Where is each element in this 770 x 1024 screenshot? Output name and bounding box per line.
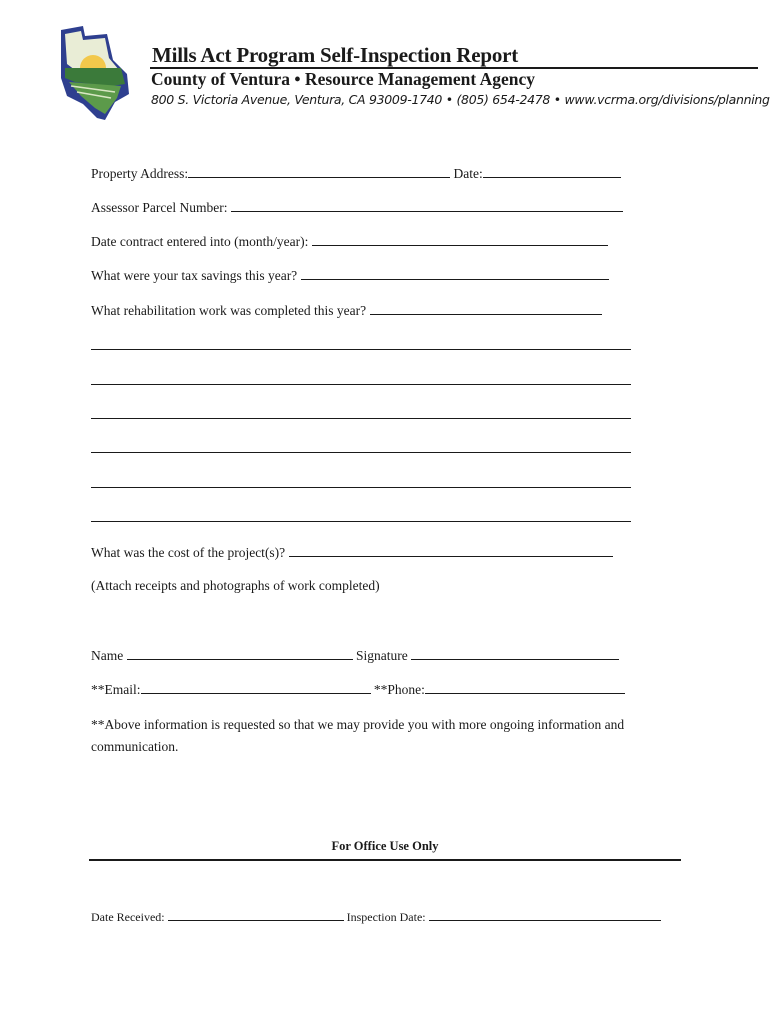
email-label: **Email: [91,682,141,697]
email-phone-row [91,679,625,699]
date-received-label: Date Received: [91,910,165,924]
property-address-row [91,163,621,183]
tax-savings-label: What were your tax savings this year? [91,268,298,283]
cost-label: What was the cost of the project(s)? [91,545,286,560]
rehab-line-1[interactable] [91,349,631,350]
attach-note: (Attach receipts and photographs of work completed) [91,578,380,593]
agency-subtitle: County of Ventura • Resource Management Agency [151,69,535,89]
name-field[interactable] [127,645,353,660]
date-received-field[interactable] [168,906,344,921]
inspection-date-label: Inspection Date: [346,910,426,924]
property-address-field[interactable] [188,163,450,178]
rehab-line-3[interactable] [91,418,631,419]
phone-field[interactable] [425,679,625,694]
office-row [91,906,661,926]
date-field[interactable] [483,163,621,178]
office-use-heading: For Office Use Only [331,839,439,853]
cost-field[interactable] [289,542,613,557]
signature-field[interactable] [411,645,619,660]
info-request-note: **Above information is requested so that we may provide you with more ongoing information and communication. [91,717,625,754]
property-address-label: Property Address: [91,166,189,181]
signature-label: Signature [355,648,408,663]
rehab-work-label: What rehabilitation work was completed this year? [91,303,367,318]
apn-label: Assessor Parcel Number: [91,200,228,215]
rehab-line-6[interactable] [91,521,631,522]
email-field[interactable] [141,679,371,694]
tax-savings-row [91,265,609,285]
ventura-county-logo-icon [55,24,131,124]
rehab-line-5[interactable] [91,487,631,488]
tax-savings-field[interactable] [301,265,609,280]
office-divider [89,859,681,861]
name-label: Name [91,648,124,663]
date-label: Date: [453,166,483,181]
inspection-date-field[interactable] [429,906,661,921]
cost-row [91,542,613,562]
agency-address: 800 S. Victoria Avenue, Ventura, CA 93009-1740 • (805) 654-2478 • www.vcrma.org/divisions/planning [151,92,770,107]
rehab-work-field[interactable] [370,300,602,315]
apn-field[interactable] [231,197,623,212]
rehab-line-2[interactable] [91,384,631,385]
rehab-work-row [91,300,602,320]
contract-date-row [91,231,608,251]
contract-date-label: Date contract entered into (month/year): [91,234,309,249]
name-signature-row [91,645,619,665]
page-title: Mills Act Program Self-Inspection Report [152,43,519,67]
contract-date-field[interactable] [312,231,608,246]
phone-label: **Phone: [373,682,425,697]
apn-row [91,197,623,217]
rehab-line-4[interactable] [91,452,631,453]
